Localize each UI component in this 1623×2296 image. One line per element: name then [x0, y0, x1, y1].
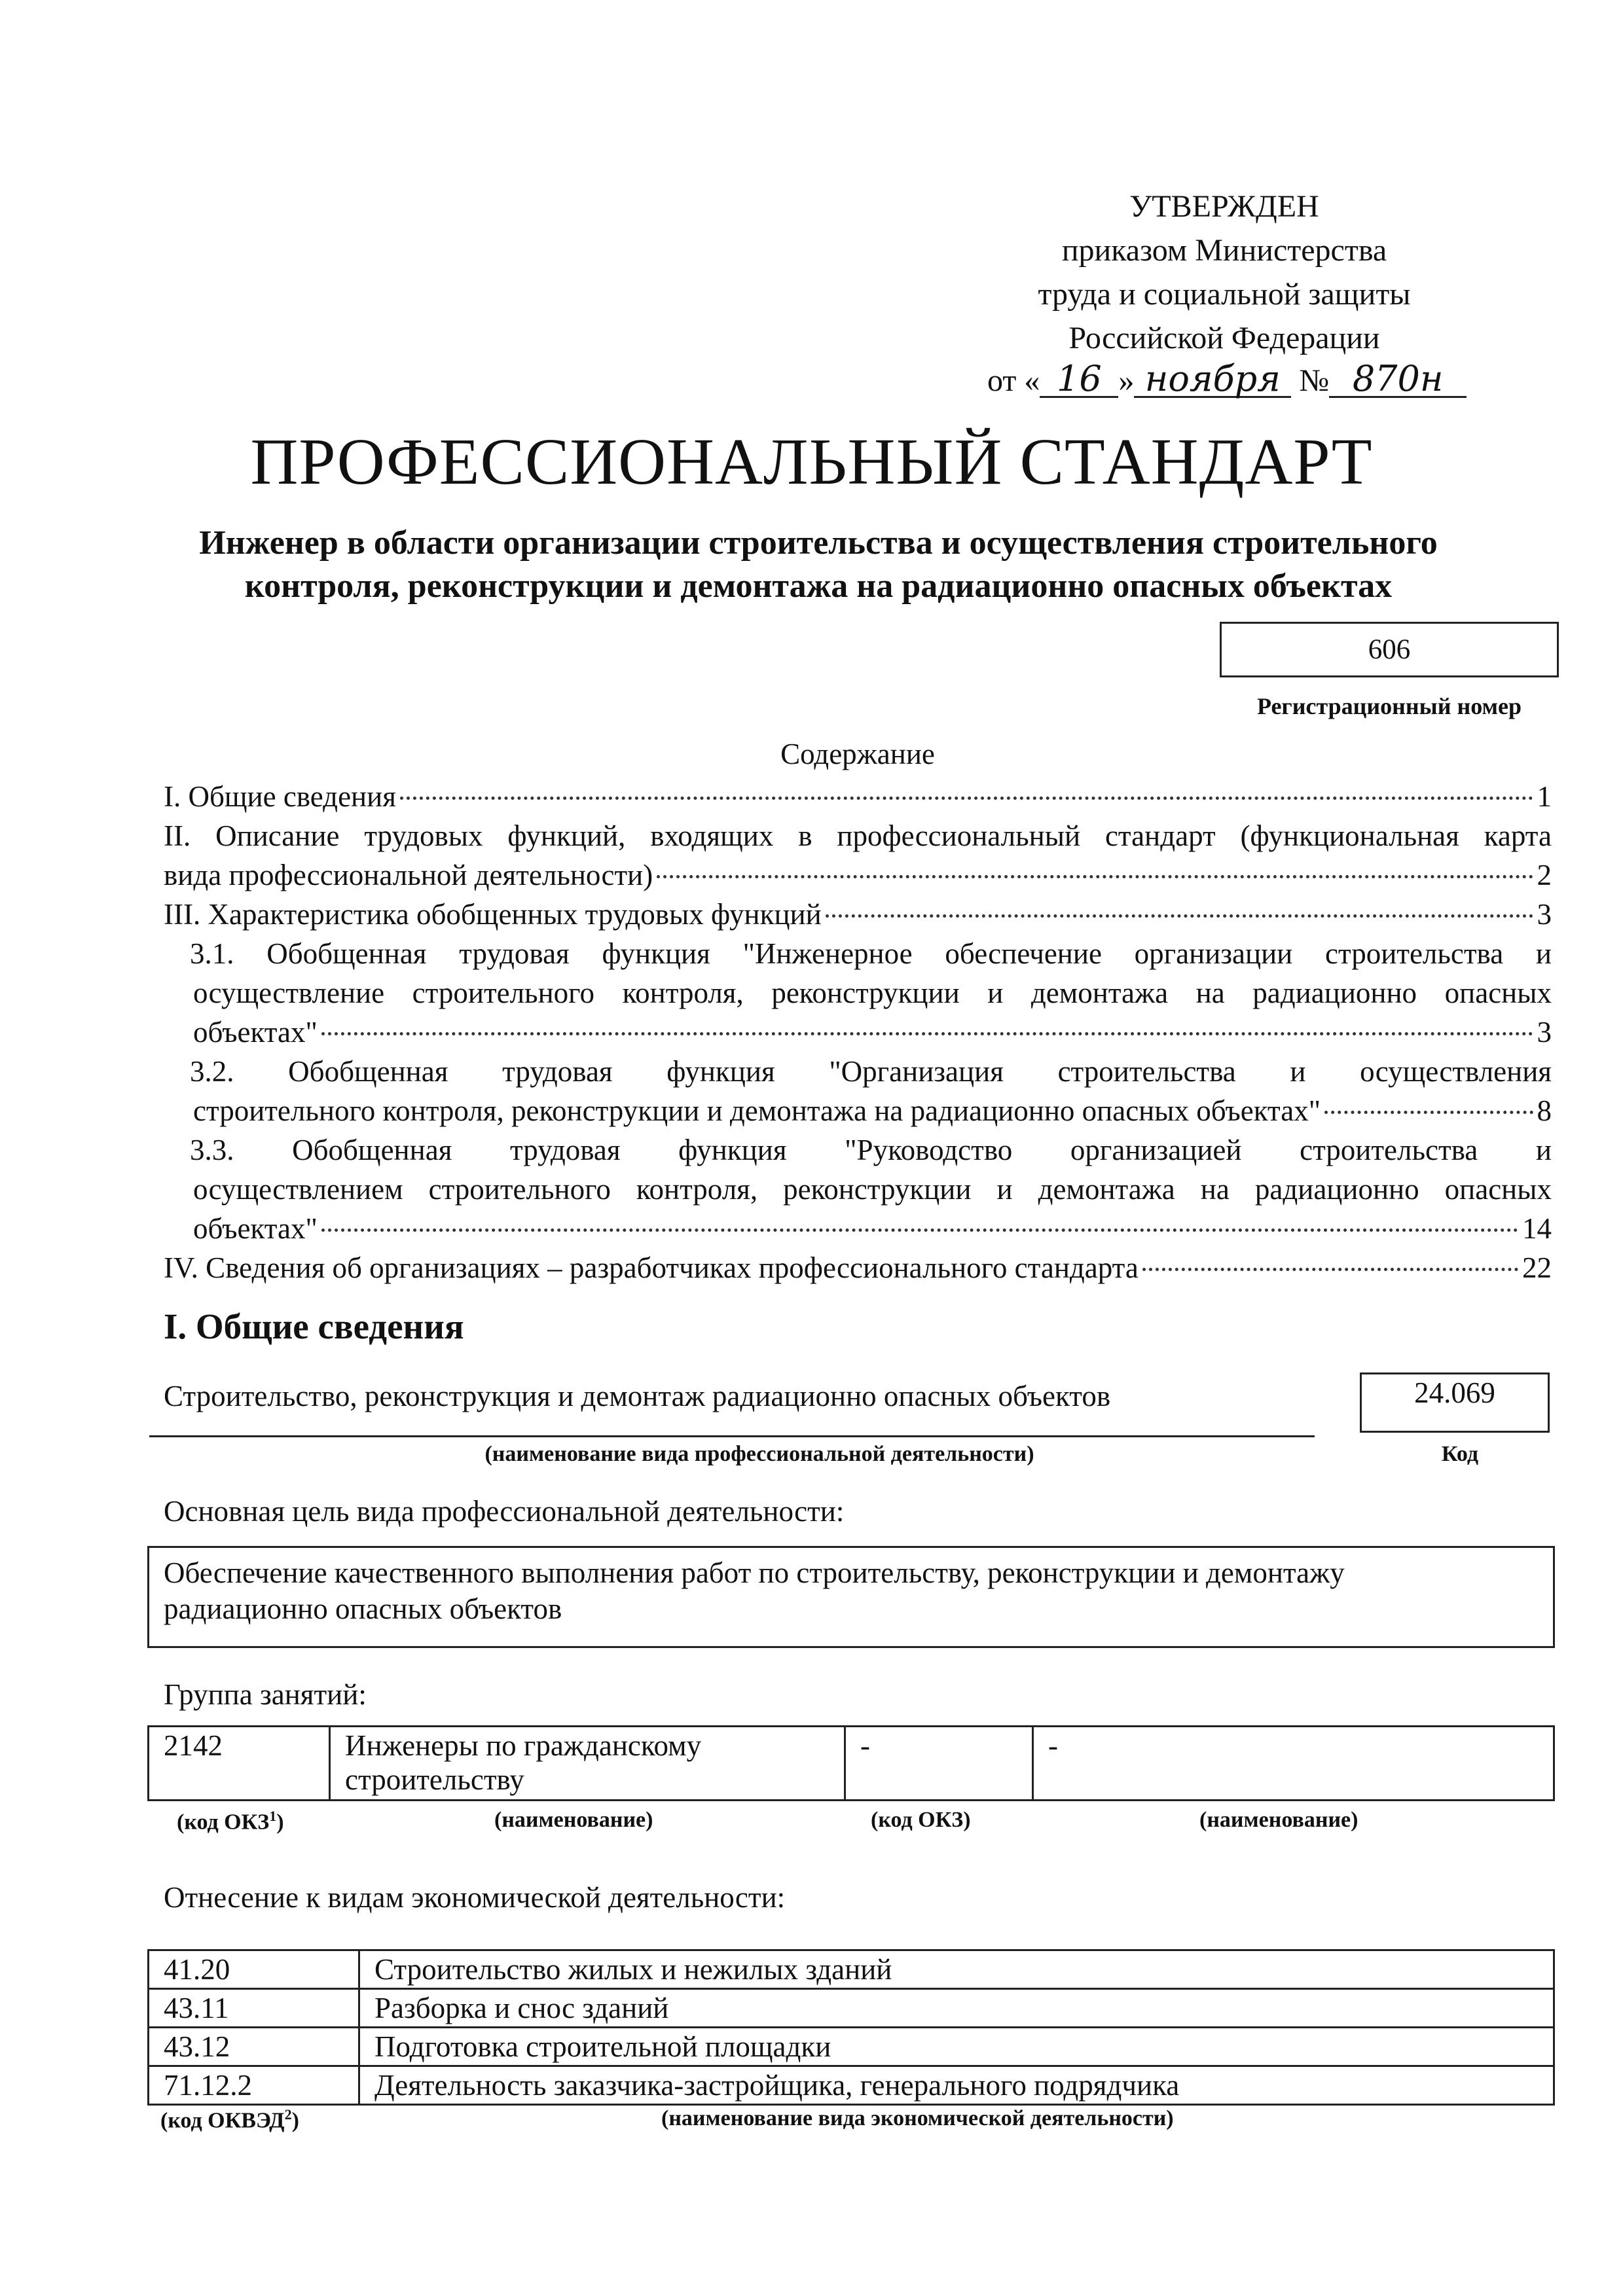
- approval-date-line: [987, 359, 1563, 403]
- toc-item-i[interactable]: I. Общие сведения 1: [164, 780, 1552, 813]
- okved-name: Деятельность заказчика-застройщика, генерального подрядчика: [359, 2066, 1554, 2105]
- activity-underline: [149, 1435, 1315, 1437]
- quote-close: »: [1118, 363, 1135, 398]
- handwritten-month: ноября: [1134, 362, 1291, 398]
- goal-box: [147, 1546, 1555, 1648]
- table-row: [149, 2066, 1554, 2105]
- okved-code: 43.11: [149, 1989, 359, 2028]
- toc-item-ii[interactable]: вида профессиональной деятельности) 2: [164, 859, 1552, 891]
- registration-number-box: [1220, 622, 1559, 677]
- okz-code2-cell: -: [845, 1727, 1033, 1801]
- okved-code: 43.12: [149, 2028, 359, 2066]
- toc-item-3-2[interactable]: 3.2. Обобщенная трудовая функция "Организация строительства и осуществления строительного контроля, реконструкции и демонтажа на радиационно опасных объектах" 8: [190, 1055, 1552, 1127]
- code-caption: Код: [1441, 1442, 1479, 1466]
- econ-label: Отнесение к видам экономической деятельности:: [164, 1881, 786, 1914]
- goal-line-2: радиационно опасных объектов: [164, 1592, 562, 1625]
- toc-item-iv[interactable]: IV. Сведения об организациях – разработчиках профессионального стандарта 22: [164, 1251, 1552, 1284]
- okved-name-caption: (наименование вида экономической деятельности): [661, 2106, 1174, 2130]
- okz-name2-caption: (наименование): [1199, 1808, 1359, 1832]
- activity-code-box: [1360, 1372, 1550, 1433]
- okz-name2-cell: -: [1033, 1727, 1554, 1801]
- subtitle-line-2: контроля, реконструкции и демонтажа на радиационно опасных объектах: [244, 567, 1393, 605]
- registration-number: 606: [1368, 634, 1411, 665]
- contents-heading: Содержание: [780, 738, 935, 770]
- section-heading: I. Общие сведения: [164, 1306, 464, 1346]
- toc-item-ii-line1[interactable]: II. Описание трудовых функций, входящих в профессиональный стандарт (функциональная карта: [164, 819, 1552, 852]
- okved-name: Строительство жилых и нежилых зданий: [359, 1950, 1554, 1989]
- okz-code-caption: (код ОКЗ$^1$): [177, 1808, 284, 1835]
- okz-name-cell: Инженеры по гражданскому строительству: [330, 1727, 845, 1801]
- approval-block: [982, 185, 1467, 360]
- activity-name: Строительство, реконструкция и демонтаж радиационно опасных объектов: [164, 1380, 1111, 1412]
- from-prefix: от «: [987, 363, 1040, 398]
- okz-code2-caption: (код ОКЗ): [871, 1808, 971, 1832]
- activity-caption: (наименование вида профессиональной деятельности): [484, 1442, 1034, 1466]
- okz-name-caption: (наименование): [494, 1808, 653, 1832]
- handwritten-day: 16: [1040, 362, 1118, 398]
- toc-item-3-3[interactable]: 3.3. Обобщенная трудовая функция "Руководство организацией строительства и осуществлением строительного контроля, реконструкции и демонтажа на радиационно опасных объектах" 14: [190, 1134, 1552, 1245]
- econ-activity-table: [147, 1949, 1555, 2106]
- okved-name: Подготовка строительной площадки: [359, 2028, 1554, 2066]
- table-row: [149, 2028, 1554, 2066]
- group-label: Группа занятий:: [164, 1678, 367, 1711]
- subtitle-line-1: Инженер в области организации строительства и осуществления строительного: [199, 524, 1438, 562]
- approval-ministry: труда и социальной защиты: [1038, 277, 1411, 312]
- table-row: [149, 1950, 1554, 1989]
- occupation-group-table: [147, 1725, 1555, 1801]
- page-title: ПРОФЕССИОНАЛЬНЫЙ СТАНДАРТ: [250, 425, 1373, 498]
- number-sign: №: [1299, 363, 1330, 398]
- table-of-contents: [164, 777, 1552, 1287]
- okved-code: 41.20: [149, 1950, 359, 1989]
- approval-country: Российской Федерации: [1068, 321, 1380, 355]
- handwritten-number: 870н: [1329, 362, 1467, 398]
- toc-item-iii[interactable]: III. Характеристика обобщенных трудовых функций 3: [164, 898, 1552, 931]
- okz-code-cell: 2142: [149, 1727, 330, 1801]
- toc-item-3-1[interactable]: 3.1. Обобщенная трудовая функция "Инженерное обеспечение организации строительства и осуществление строительного контроля, реконструкции и демонтажа на радиационно опасных объектах" 3: [190, 937, 1552, 1049]
- okved-code: 71.12.2: [149, 2066, 359, 2105]
- standard-subtitle: [131, 522, 1506, 608]
- activity-code: 24.069: [1414, 1376, 1495, 1409]
- registration-label: Регистрационный номер: [1256, 693, 1522, 719]
- table-row: [149, 1989, 1554, 2028]
- okved-code-caption: (код ОКВЭД$^2$): [160, 2106, 299, 2133]
- goal-line-1: Обеспечение качественного выполнения работ по строительству, реконструкции и демонтажу: [164, 1556, 1345, 1589]
- okved-name: Разборка и снос зданий: [359, 1989, 1554, 2028]
- approval-order: приказом Министерства: [1061, 233, 1387, 268]
- approval-approved: УТВЕРЖДЕН: [1129, 189, 1319, 224]
- goal-label: Основная цель вида профессиональной деятельности:: [164, 1495, 845, 1528]
